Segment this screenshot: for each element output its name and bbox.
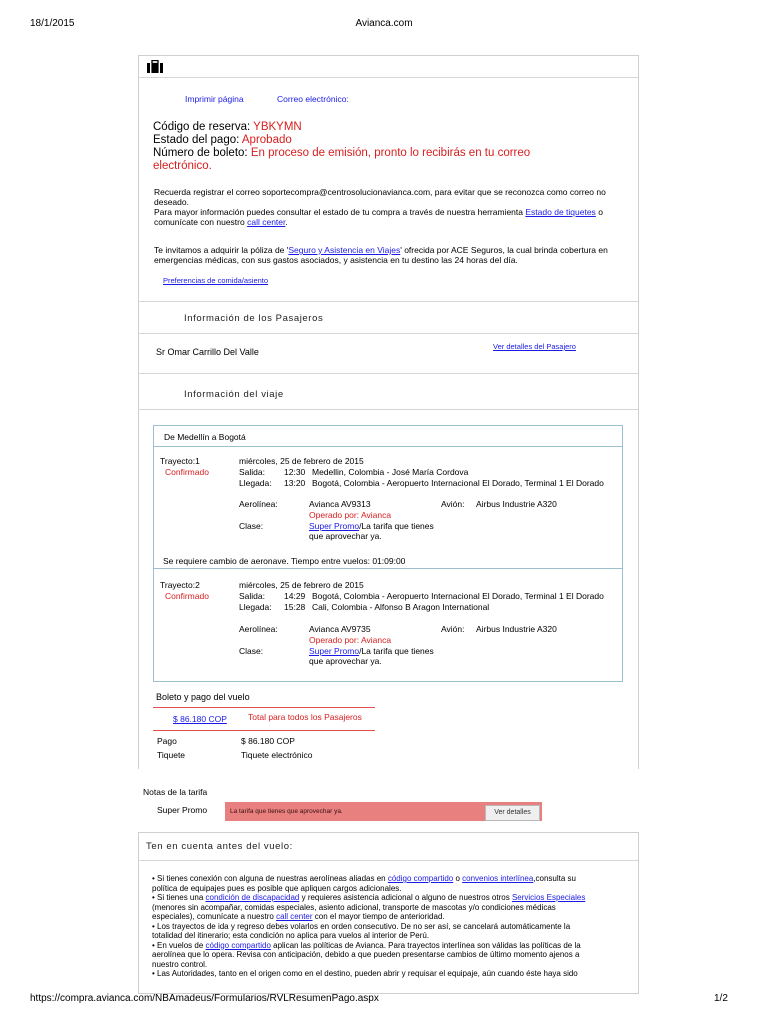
aircraft-label: Avión: [441,624,465,634]
ticket-type-label: Tiquete [157,750,186,760]
class-label: Clase: [239,646,264,656]
print-site-title: Avianca.com [355,18,413,29]
booking-status [153,121,530,173]
airline-flight: Avianca AV9735 [309,624,371,634]
ticket-number-status-cont: electrónico. [153,160,212,172]
divider [154,446,622,447]
note-text: (menores sin acompañar, comidas especiales, asiento adicional, transporte de mascotas y/o condiciones médicas [152,902,556,912]
before-flight-notes [152,874,624,979]
note-text: • Los trayectos de ida y regreso debes volarlos en orden consecutivo. De no ser así, se cancelará automáticamente la [152,921,571,931]
ticket-number-status: En proceso de emisión, pronto lo recibirás en tu correo [250,147,531,159]
divider [153,707,375,708]
call-center-link[interactable]: call center [247,217,286,227]
total-price-link[interactable]: $ 86.180 COP [173,714,227,724]
operated-by: Operado por: Avianca [309,635,392,645]
divider [138,373,638,374]
leg-date: miércoles, 25 de febrero de 2015 [239,456,364,466]
fare-class [309,521,434,531]
print-date: 18/1/2015 [30,18,75,29]
disability-link[interactable]: condición de discapacidad [205,893,300,902]
divider [138,333,638,334]
interline-link[interactable]: convenios interlínea [462,874,534,883]
ticket-status-link[interactable]: Estado de tiquetes [525,207,596,217]
fare-class-desc: que aprovechar ya. [309,531,382,541]
print-page-link[interactable]: Imprimir página [185,94,244,104]
note-text: ,consulta su [533,874,577,883]
departure-label: Salida: [239,591,265,601]
note-text: política de equipajes pues es posible que apliquen cargos adicionales. [152,883,402,893]
codeshare-link[interactable]: código compartido [387,874,454,883]
fare-class [309,646,434,656]
note-text: • Las Autoridades, tanto en el origen como en el destino, pueden abrir y requisar el equipaje, aún cuando éste haya sido [152,969,578,978]
passengers-section-title: Información de los Pasajeros [184,313,324,324]
special-services-link[interactable]: Servicios Especiales [511,893,586,902]
note-text: y requieres asistencia adicional o alguno de nuestros otros [301,893,510,902]
note-text: • En vuelos de [152,940,204,950]
airline-label: Aerolínea: [239,499,278,509]
leg-label: Trayecto:2 [160,580,200,590]
airline-label: Aerolínea: [239,624,278,634]
note-text: especiales), comunícate a nuestro [152,912,274,921]
note-text: o [455,874,460,883]
leg-status: Confirmado [165,467,209,477]
arrival-place: Bogotá, Colombia - Aeropuerto Internacional El Dorado, Terminal 1 El Dorado [312,478,604,488]
payment-section-title: Boleto y pago del vuelo [156,692,250,702]
note-text: aerolínea que lo opera. Revisa con anticipación, debido a que pueden presentarse cambios de último momento ajenos a [152,950,580,959]
call-center-link[interactable]: call center [276,912,313,921]
total-price-label: Total para todos los Pasajeros [248,712,362,722]
aircraft: Airbus Industrie A320 [476,499,557,509]
email-link[interactable]: Correo electrónico: [277,94,349,104]
note-text: con el mayor tiempo de anterioridad. [314,912,445,921]
insurance-text: ' ofrecida por ACE Seguros, la cual brinda cobertura en [400,245,608,255]
fare-class-desc: /La tarifa que tienes [359,646,434,656]
insurance-text: Te invitamos a adquirir la póliza de ' [154,245,289,255]
print-page-number: 1/2 [714,993,728,1004]
arrival-label: Llegada: [239,478,272,488]
briefcase-icon [146,60,164,76]
payment-label: Pago [157,736,177,746]
class-label: Clase: [239,521,264,531]
insurance-link[interactable]: Seguro y Asistencia en Viajes [288,245,401,255]
leg-status: Confirmado [165,591,209,601]
note-text: • Si tienes una [152,893,204,902]
notice-line: deseado. [154,197,189,207]
fare-class-desc: /La tarifa que tienes [359,521,434,531]
fare-class-link[interactable]: Super Promo [309,646,360,656]
departure-time: 14:29 [284,591,306,601]
reservation-code-label: Código de reserva: [153,121,251,133]
ticket-type-value: Tiquete electrónico [241,750,313,760]
arrival-time: 15:28 [284,602,306,612]
leg-date: miércoles, 25 de febrero de 2015 [239,580,364,590]
fare-notes-fare: Super Promo [157,805,208,815]
divider [153,730,375,731]
leg-label: Trayecto:1 [160,456,200,466]
divider [138,409,638,410]
connection-note: Se requiere cambio de aeronave. Tiempo entre vuelos: 01:09:00 [163,556,406,566]
operated-by: Operado por: Avianca [309,510,392,520]
airline-flight: Avianca AV9313 [309,499,371,509]
codeshare-link[interactable]: código compartido [205,940,271,950]
passenger-name: Sr Omar Carrillo Del Valle [156,347,259,357]
route-title: De Medellín a Bogotá [164,432,246,442]
aircraft: Airbus Industrie A320 [476,624,557,634]
arrival-time: 13:20 [284,478,306,488]
before-flight-title: Ten en cuenta antes del vuelo: [146,841,293,852]
view-details-button[interactable]: Ver detalles [485,805,540,821]
departure-label: Salida: [239,467,265,477]
ticket-number-label: Número de boleto: [153,147,248,159]
divider [138,77,638,78]
divider [154,568,622,569]
departure-time: 12:30 [284,467,306,477]
insurance-notice [154,245,624,265]
notice-text: o [598,207,603,217]
payment-value: $ 86.180 COP [241,736,295,746]
payment-status-label: Estado del pago: [153,134,240,146]
reservation-code: YBKYMN [253,121,302,133]
notice-text: . [285,217,288,227]
email-notice [154,187,624,227]
fare-notes-title: Notas de la tarifa [143,787,208,797]
note-text: totalidad del itinerario; esta condición no aplica para vuelos al interior de Perú. [152,931,430,940]
meal-seat-preferences-link[interactable]: Preferencias de comida/asiento [163,276,269,285]
divider [138,301,638,302]
passenger-details-link[interactable]: Ver detalles del Pasajero [493,342,576,351]
trip-section-title: Información del viaje [184,389,284,400]
payment-status: Aprobado [241,134,292,146]
fare-class-link[interactable]: Super Promo [309,521,360,531]
notice-line: Recuerda registrar el correo soportecompra@centrosolucionavianca.com, para evitar que se reconozca como correo no [154,187,606,197]
divider [138,860,638,861]
aircraft-label: Avión: [441,499,465,509]
note-text: • Si tienes conexión con alguna de nuestras aerolíneas aliadas en [152,874,386,883]
fare-notes-desc: La tarifa que tienes que aprovechar ya. [230,808,343,815]
fare-class-desc: que aprovechar ya. [309,656,382,666]
arrival-label: Llegada: [239,602,272,612]
note-text: aplican las políticas de Avianca. Para trayectos interlínea son válidas las políticas de la [273,940,581,950]
notice-text: comunícate con nuestro [154,217,245,227]
departure-place: Bogotá, Colombia - Aeropuerto Internacional El Dorado, Terminal 1 El Dorado [312,591,604,601]
insurance-text: emergencias médicas, con sus gastos asociados, y asistencia en tu destino las 24 horas del día. [154,255,518,265]
arrival-place: Cali, Colombia - Alfonso B Aragon International [312,602,490,612]
print-url: https://compra.avianca.com/NBAmadeus/Formularios/RVLResumenPago.aspx [30,993,379,1004]
note-text: nuestro control. [152,959,208,969]
notice-text: Para mayor información puedes consultar el estado de tu compra a través de nuestra herramienta [154,207,524,217]
departure-place: Medellin, Colombia - José María Cordova [312,467,469,477]
